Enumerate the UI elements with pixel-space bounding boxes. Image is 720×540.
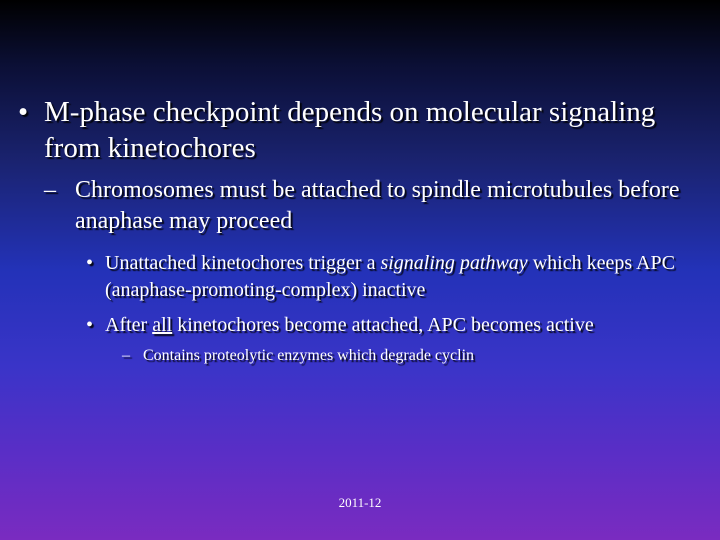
bullet-text-post: which keeps APC (anaphase-promoting-complex) inactive [105,252,675,301]
bullet-text-pre: After [105,314,153,336]
bullet-marker: • [86,252,94,274]
bullet-marker: • [86,314,94,336]
bullet-text: M-phase checkpoint depends on molecular signaling from kinetochores [44,96,656,164]
bullet-level-3-unattached [86,250,711,304]
bullet-text: Contains proteolytic enzymes which degrade cyclin [143,347,475,364]
bullet-level-4 [122,345,702,367]
bullet-text-post: kinetochores become attached, APC becomes active [172,314,594,336]
bullet-text-underline: all [152,314,173,336]
dash-marker: – [44,177,56,203]
footer-date: 2011-12 [338,495,382,510]
bullet-text [105,250,711,304]
dash-marker: – [122,347,130,364]
bullet-level-2 [44,175,714,237]
bullet-level-1 [18,94,698,166]
bullet-level-3-attached [86,312,711,339]
bullet-marker: • [18,96,29,128]
bullet-text: Chromosomes must be attached to spindle microtubules before anaphase may proceed [75,177,680,234]
bullet-text [105,312,711,339]
bullet-text-emphasis: signaling pathway [380,252,528,274]
bullet-text-pre: Unattached kinetochores trigger a [105,252,381,274]
